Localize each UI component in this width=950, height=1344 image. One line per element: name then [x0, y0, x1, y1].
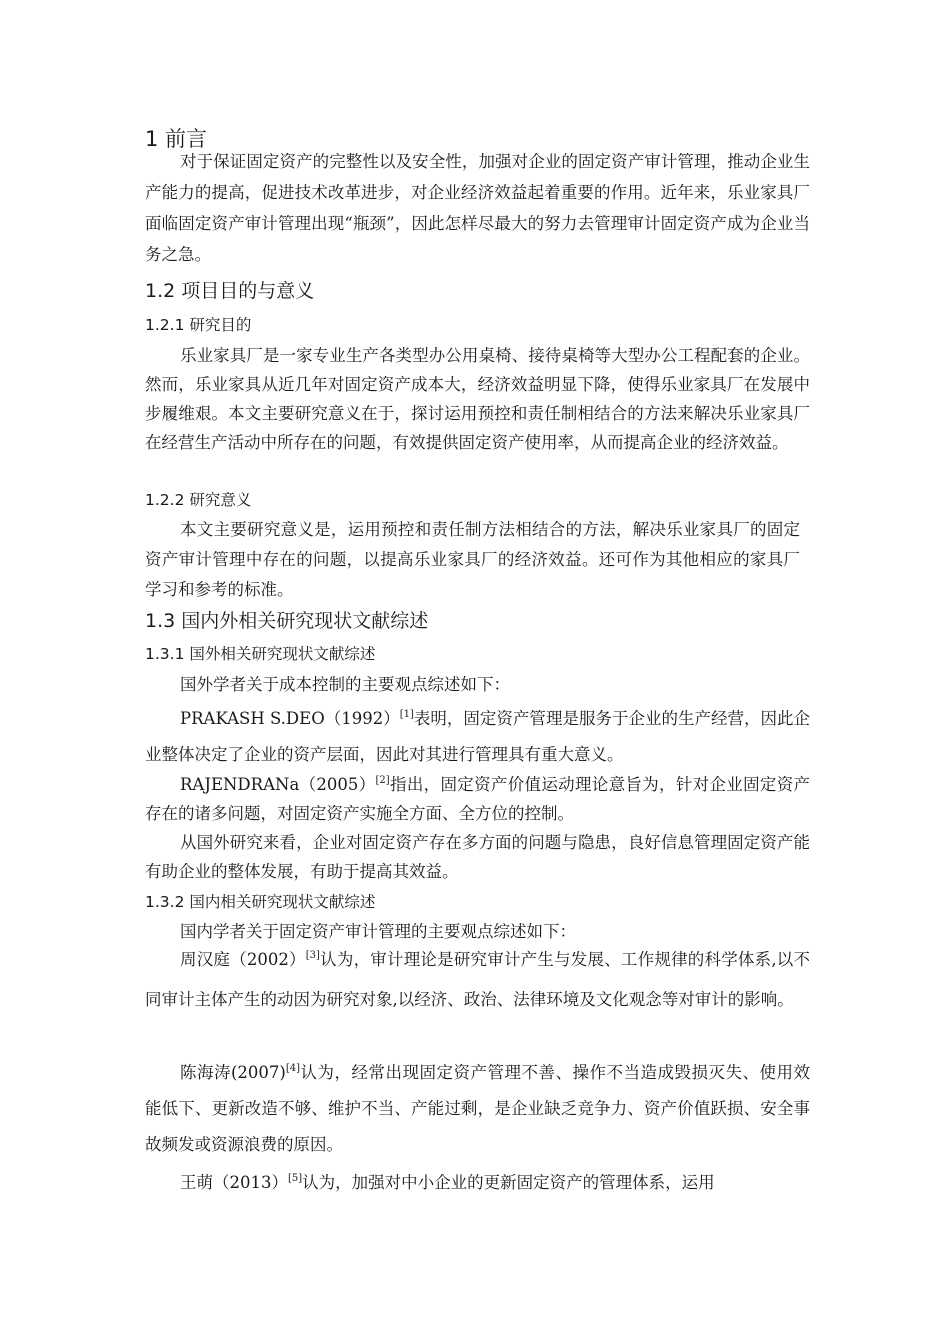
citation-text: 认为，经常出现固定资产管理不善、操作不当造成毁损灭失、使用效能低下、更新改造不够、维护不当、产能过剩，是企业缺乏竞争力、资产价值跃损、安全事故频发或资源浪费的原因。	[145, 1063, 811, 1154]
citation-author: 王萌（2013）	[180, 1173, 288, 1192]
citation-ref: [4]	[285, 1063, 301, 1074]
paragraph-wang	[145, 1165, 810, 1201]
paragraph-research-purpose: 乐业家具厂是一家专业生产各类型办公用桌椅、接待桌椅等大型办公工程配套的企业。然而，乐业家具从近几年对固定资产成本大，经济效益明显下降，使得乐业家具厂在发展中步履维艰。本文主要研究意义在于，探讨运用预控和责任制相结合的方法来解决乐业家具厂在经营生产活动中所存在的问题，有效提供固定资产使用率，从而提高企业的经济效益。	[145, 346, 810, 452]
paragraph-rajendra	[145, 770, 810, 828]
citation-author: PRAKASH S.DEO（1992）	[180, 709, 400, 728]
citation-text: 表明，固定资产管理是服务于企业的生产经营，因此企业整体决定了企业的资产层面，因此对其进行管理具有重大意义。	[145, 709, 810, 764]
paragraph-domestic-intro: 国内学者关于固定资产审计管理的主要观点综述如下：	[180, 922, 576, 941]
paragraph-foreign-intro: 国外学者关于成本控制的主要观点综述如下：	[180, 675, 510, 694]
heading-research-purpose: 1.2.1 研究目的	[145, 316, 252, 334]
paragraph-zhou	[145, 940, 810, 1020]
citation-text: 认为，审计理论是研究审计产生与发展、工作规律的科学体系,以不同审计主体产生的动因为研究对象,以经济、政治、法律环境及文化观念等对审计的影响。	[145, 950, 810, 1009]
heading-research-significance: 1.2.2 研究意义	[145, 491, 252, 509]
citation-ref: [3]	[305, 950, 320, 961]
paragraph-research-significance: 本文主要研究意义是，运用预控和责任制方法相结合的方法，解决乐业家具厂的固定资产审计管理中存在的问题，以提高乐业家具厂的经济效益。还可作为其他相应的家具厂学习和参考的标准。	[145, 520, 800, 599]
citation-ref: [1]	[399, 709, 414, 720]
citation-ref: [5]	[288, 1173, 303, 1184]
citation-author: 陈海涛(2007)	[180, 1063, 286, 1082]
paragraph-intro: 对于保证固定资产的完整性以及安全性，加强对企业的固定资产审计管理，推动企业生产能力的提高，促进技术改革进步，对企业经济效益起着重要的作用。近年来，乐业家具厂面临固定资产审计管理出现“瓶颈”，因此怎样尽最大的努力去管理审计固定资产成为企业当务之急。	[145, 152, 810, 264]
heading-domestic-review: 1.3.2 国内相关研究现状文献综述	[145, 893, 376, 911]
heading-preface: 1 前言	[145, 127, 208, 151]
heading-project-purpose: 1.2 项目目的与意义	[145, 280, 315, 302]
citation-author: RAJENDRANa（2005）	[180, 775, 376, 794]
paragraph-chen	[145, 1055, 810, 1163]
paragraph-foreign-summary: 从国外研究来看，企业对固定资产存在多方面的问题与隐患，良好信息管理固定资产能有助企业的整体发展，有助于提高其效益。	[145, 833, 810, 881]
paragraph-prakash	[145, 701, 810, 773]
citation-text: 认为，加强对中小企业的更新固定资产的管理体系，运用	[302, 1173, 715, 1192]
citation-author: 周汉庭（2002）	[180, 950, 306, 969]
citation-text: 指出，固定资产价值运动理论意旨为，针对企业固定资产存在的诸多问题，对固定资产实施全方面、全方位的控制。	[145, 775, 811, 823]
heading-literature-review: 1.3 国内外相关研究现状文献综述	[145, 610, 429, 632]
heading-foreign-review: 1.3.1 国外相关研究现状文献综述	[145, 645, 376, 663]
citation-ref: [2]	[375, 775, 390, 786]
